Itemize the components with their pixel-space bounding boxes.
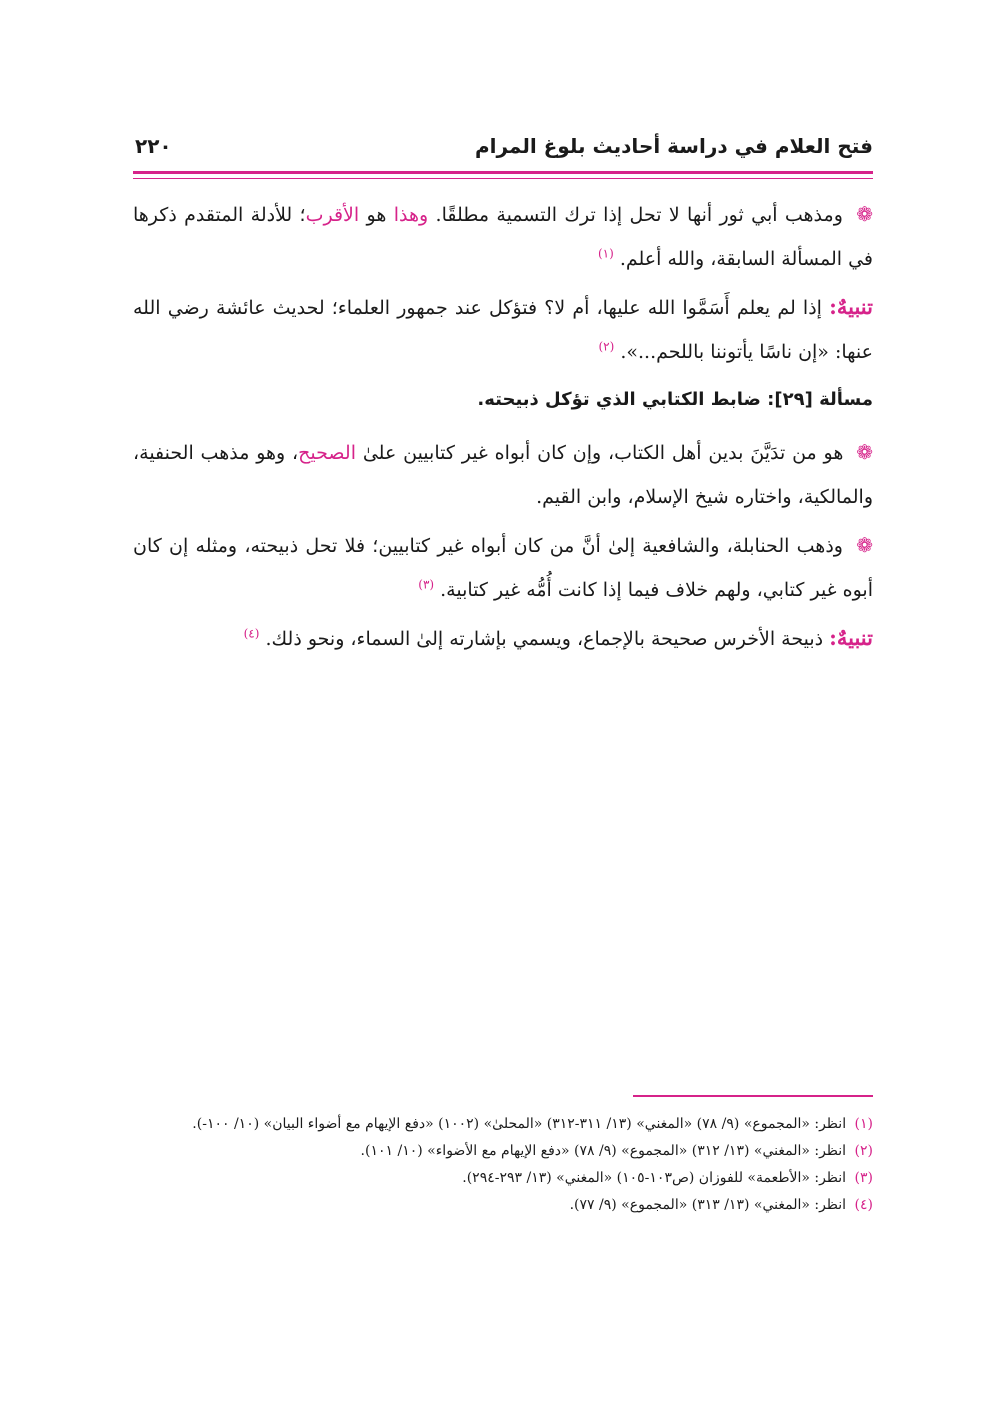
- flower-ornament-icon: ❁: [856, 440, 873, 464]
- page-number: ٢٢٠: [135, 134, 172, 158]
- paragraph-text: ؛ للأدلة المتقدم ذكرها في المسألة السابقة، والله أعلم.: [133, 204, 873, 270]
- footnote-separator: [633, 1095, 873, 1097]
- footnote-text: انظر: «المجموع» (٩/ ٧٨) «المغني» (١٣/ ٣١١-٣١٢) «المحلىٰ» (١٠٠٢) «دفع الإيهام مع أضواء البيان» (١٠/ ١٠٠-).: [192, 1116, 847, 1132]
- paragraph-hanabila: [133, 523, 873, 612]
- paragraph-text: ذبيحة الأخرس صحيحة بالإجماع، ويسمي بإشارته إلىٰ السماء، ونحو ذلك.: [265, 628, 824, 650]
- footnote-4: [133, 1193, 873, 1217]
- flower-ornament-icon: ❁: [856, 533, 873, 557]
- highlighted-word: الصحيح: [298, 442, 356, 464]
- book-title: فتح العلام في دراسة أحاديث بلوغ المرام: [474, 134, 873, 158]
- paragraph-text: إذا لم يعلم أَسَمَّوا الله عليها، أم لا؟ فتؤكل عند جمهور العلماء؛ لحديث عائشة رضي الله عنها: «إن ناسًا يأتوننا باللحم...».: [133, 297, 873, 363]
- footnote-number: (١): [854, 1116, 873, 1132]
- book-page: [133, 0, 873, 1418]
- footnote-ref-2[interactable]: (٢): [598, 339, 615, 354]
- footnote-text: انظر: «الأطعمة» للفوزان (ص١٠٣-١٠٥) «المغني» (١٣/ ٢٩٣-٢٩٤).: [462, 1170, 847, 1186]
- tanbih-label: تنبيهٌ:: [829, 625, 873, 650]
- footnote-number: (٤): [854, 1197, 873, 1213]
- main-text: [133, 192, 873, 665]
- footnote-number: (٢): [854, 1143, 873, 1159]
- footnote-3: [133, 1166, 873, 1190]
- paragraph-abu-thawr: [133, 192, 873, 281]
- footnote-text: انظر: «المغني» (١٣/ ٣١٢) «المجموع» (٩/ ٧٨) «دفع الإيهام مع الأضواء» (١٠/ ١٠١).: [360, 1143, 847, 1159]
- paragraph-text: ، وهو مذهب الحنفية، والمالكية، واختاره شيخ الإسلام، وابن القيم.: [133, 442, 873, 508]
- footnote-ref-1[interactable]: (١): [597, 246, 614, 261]
- paragraph-tanbih-2: [133, 616, 873, 661]
- footnote-text: انظر: «المغني» (١٣/ ٣١٣) «المجموع» (٩/ ٧٧).: [569, 1197, 847, 1213]
- paragraph-tanbih-1: [133, 285, 873, 374]
- footnote-2: [133, 1139, 873, 1163]
- paragraph-text: وذهب الحنابلة، والشافعية إلىٰ أنَّ من كان أبواه غير كتابيين؛ فلا تحل ذبيحته، ومثله إن كان أبوه غير كتابي، ولهم خلاف فيما إذا كانت أُمُّه غير كتابية.: [133, 535, 873, 601]
- masala-heading: مسألة [٢٩]: ضابط الكتابي الذي تؤكل ذبيحته.: [477, 389, 873, 410]
- running-header: [133, 128, 873, 168]
- footnote-ref-4[interactable]: (٤): [243, 626, 260, 641]
- footnote-ref-3[interactable]: (٣): [418, 577, 435, 592]
- paragraph-kitabi-definition: [133, 430, 873, 519]
- paragraph-text: ومذهب أبي ثور أنها لا تحل إذا ترك التسمية مطلقًا.: [435, 204, 843, 226]
- tanbih-label: تنبيهٌ:: [829, 294, 873, 319]
- flower-ornament-icon: ❁: [856, 202, 874, 226]
- footnotes: [133, 1112, 873, 1220]
- footnote-number: (٣): [854, 1170, 873, 1186]
- paragraph-text: هو: [366, 204, 387, 226]
- header-rule-thin: [133, 178, 873, 179]
- header-rule-thick: [133, 171, 873, 174]
- paragraph-text: هو من تدَيَّنَ بدين أهل الكتاب، وإن كان أبواه غير كتابيين علىٰ: [362, 442, 844, 464]
- highlighted-word: الأقرب: [305, 204, 360, 226]
- highlighted-word: وهذا: [393, 204, 429, 226]
- footnote-1: [133, 1112, 873, 1136]
